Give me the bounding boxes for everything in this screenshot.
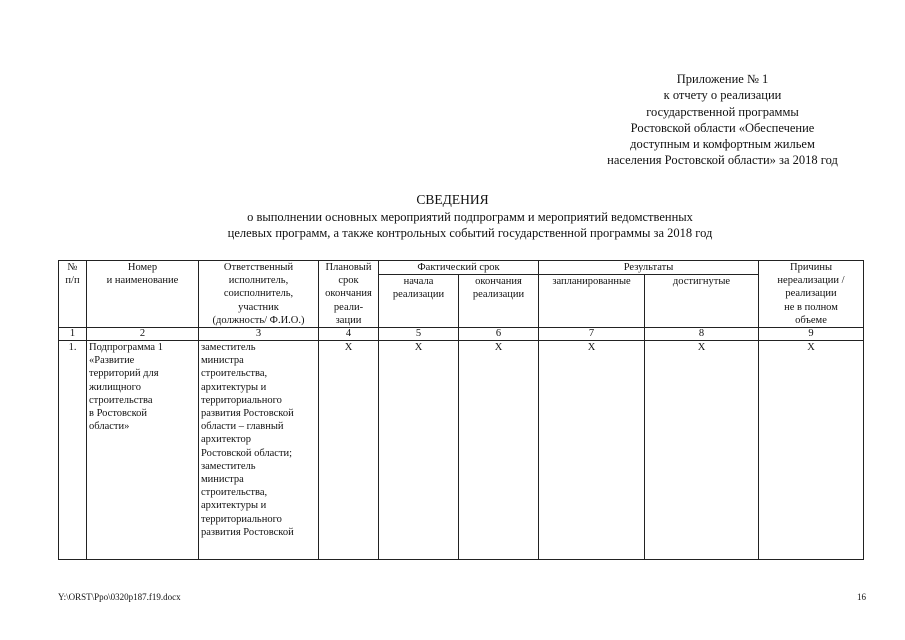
column-number: 2	[87, 328, 199, 341]
appendix-line: доступным и комфортным жильем	[630, 137, 815, 152]
row-executor: заместитель министра строительства, архитектуры и территориального развития Ростовской области – главный архитектор Ростовской области; заместитель министра строительства, архитектуры и территориального развития Ростовской	[199, 341, 319, 560]
appendix-line: Приложение № 1	[676, 72, 769, 86]
footer-page-number: 16	[857, 592, 866, 602]
column-number: 7	[539, 328, 645, 341]
header-actual-end: окончания реализации	[459, 275, 539, 328]
header-planned-deadline: Плановый срок окончания реали- зации	[319, 261, 379, 328]
column-number: 9	[759, 328, 864, 341]
subtitle-line-1: о выполнении основных мероприятий подпрограмм и мероприятий ведомственных	[247, 210, 693, 224]
row-reasons: Х	[759, 341, 864, 560]
header-results: Результаты	[539, 261, 759, 275]
column-number: 1	[59, 328, 87, 341]
appendix-line: населения Ростовской области» за 2018 год	[607, 153, 838, 168]
table-row	[59, 341, 864, 560]
row-actual-start: Х	[379, 341, 459, 560]
column-number: 6	[459, 328, 539, 341]
header-name: Номер и наименование	[87, 261, 199, 328]
header-actual-start: начала реализации	[379, 275, 459, 328]
row-actual-end: Х	[459, 341, 539, 560]
column-number: 8	[645, 328, 759, 341]
appendix-line: Ростовской области «Обеспечение	[630, 120, 815, 135]
footer-file-path: Y:\ORST\Ppo\0320p187.f19.docx	[58, 592, 181, 602]
header-actual-deadline: Фактический срок	[379, 261, 539, 275]
row-results-planned: Х	[539, 341, 645, 560]
header-num: № п/п	[59, 261, 87, 328]
header-results-planned: запланированные	[539, 275, 645, 328]
appendix-line: к отчету о реализации	[663, 88, 782, 103]
row-planned-deadline: Х	[319, 341, 379, 560]
column-number-row	[59, 328, 864, 341]
header-results-achieved: достигнутые	[645, 275, 759, 328]
header-reasons: Причины нереализации / реализации не в полном объеме	[759, 261, 864, 328]
row-num: 1.	[59, 341, 87, 560]
row-results-achieved: Х	[645, 341, 759, 560]
document-title: СВЕДЕНИЯ	[416, 192, 489, 207]
column-number: 4	[319, 328, 379, 341]
column-number: 3	[199, 328, 319, 341]
column-number: 5	[379, 328, 459, 341]
document-subtitle	[80, 209, 860, 241]
row-name: Подпрограмма 1 «Развитие территорий для жилищного строительства в Ростовской области»	[87, 341, 199, 560]
header-executor: Ответственный исполнитель, соисполнитель, участник (должность/ Ф.И.О.)	[199, 261, 319, 328]
appendix-line: государственной программы	[646, 104, 799, 119]
appendix-header	[560, 71, 885, 169]
subtitle-line-2: целевых программ, а также контрольных событий государственной программы за 2018 год	[227, 226, 713, 240]
report-table	[58, 260, 864, 560]
